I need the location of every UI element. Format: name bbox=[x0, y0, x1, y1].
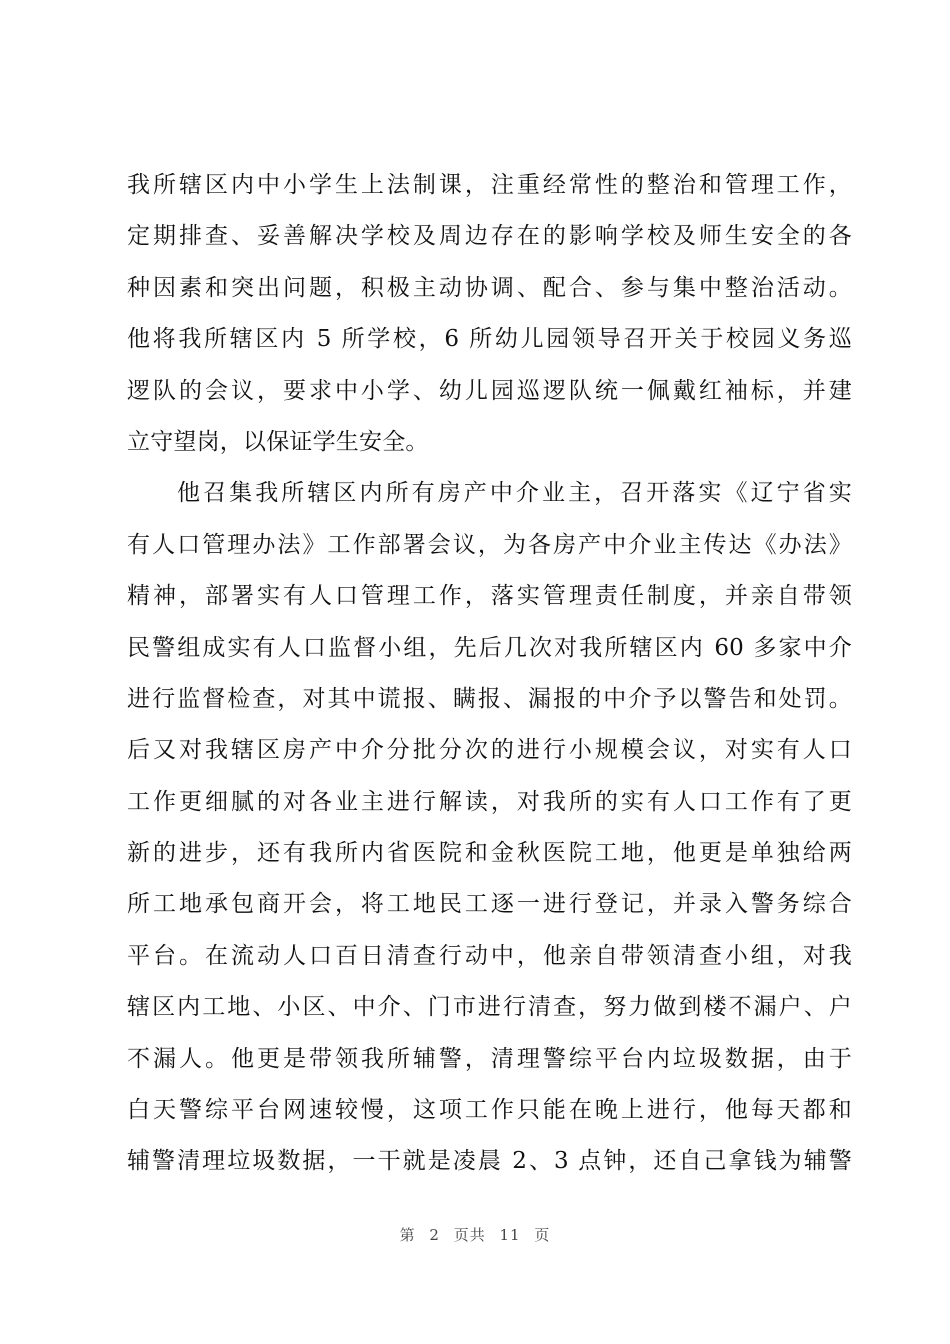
text-line: 民警组成实有人口监督小组，先后几次对我所辖区内 60 多家中介 bbox=[127, 634, 852, 661]
text-line: 他召集我所辖区内所有房产中介业主，召开落实《辽宁省实 bbox=[177, 480, 852, 507]
page-number-footer: 第 2 页共 11 页 bbox=[399, 1226, 551, 1244]
text-line: 精神，部署实有人口管理工作，落实管理责任制度，并亲自带领 bbox=[127, 583, 852, 610]
body-text bbox=[127, 164, 852, 1192]
text-line: 不漏人。他更是带领我所辅警，清理警综平台内垃圾数据，由于 bbox=[127, 1045, 852, 1072]
paragraph-1 bbox=[127, 164, 852, 472]
text-line: 种因素和突出问题，积极主动协调、配合、参与集中整治活动。 bbox=[127, 274, 852, 301]
text-line: 所工地承包商开会，将工地民工逐一进行登记，并录入警务综合 bbox=[127, 891, 852, 918]
text-line: 平台。在流动人口百日清查行动中，他亲自带领清查小组，对我 bbox=[127, 942, 852, 969]
text-line: 逻队的会议，要求中小学、幼儿园巡逻队统一佩戴红袖标，并建 bbox=[127, 377, 852, 404]
text-line: 辖区内工地、小区、中介、门市进行清查，努力做到楼不漏户、户 bbox=[127, 994, 852, 1021]
paragraph-2 bbox=[127, 472, 852, 1191]
text-line: 白天警综平台网速较慢，这项工作只能在晚上进行，他每天都和 bbox=[127, 1097, 852, 1124]
text-line: 辅警清理垃圾数据，一干就是凌晨 2、3 点钟，还自己拿钱为辅警 bbox=[127, 1148, 852, 1175]
text-line: 新的进步，还有我所内省医院和金秋医院工地，他更是单独给两 bbox=[127, 840, 852, 867]
text-line: 进行监督检查，对其中谎报、瞒报、漏报的中介予以警告和处罚。 bbox=[127, 685, 852, 712]
text-line: 有人口管理办法》工作部署会议，为各房产中介业主传达《办法》 bbox=[127, 531, 852, 558]
text-line: 工作更细腻的对各业主进行解读，对我所的实有人口工作有了更 bbox=[127, 788, 852, 815]
text-line: 立守望岗，以保证学生安全。 bbox=[127, 428, 429, 455]
text-line: 定期排查、妥善解决学校及周边存在的影响学校及师生安全的各 bbox=[127, 223, 852, 250]
text-line: 我所辖区内中小学生上法制课，注重经常性的整治和管理工作， bbox=[127, 172, 852, 198]
text-line: 他将我所辖区内 5 所学校，6 所幼儿园领导召开关于校园义务巡 bbox=[127, 326, 852, 353]
text-line: 后又对我辖区房产中介分批分次的进行小规模会议，对实有人口 bbox=[127, 737, 852, 764]
